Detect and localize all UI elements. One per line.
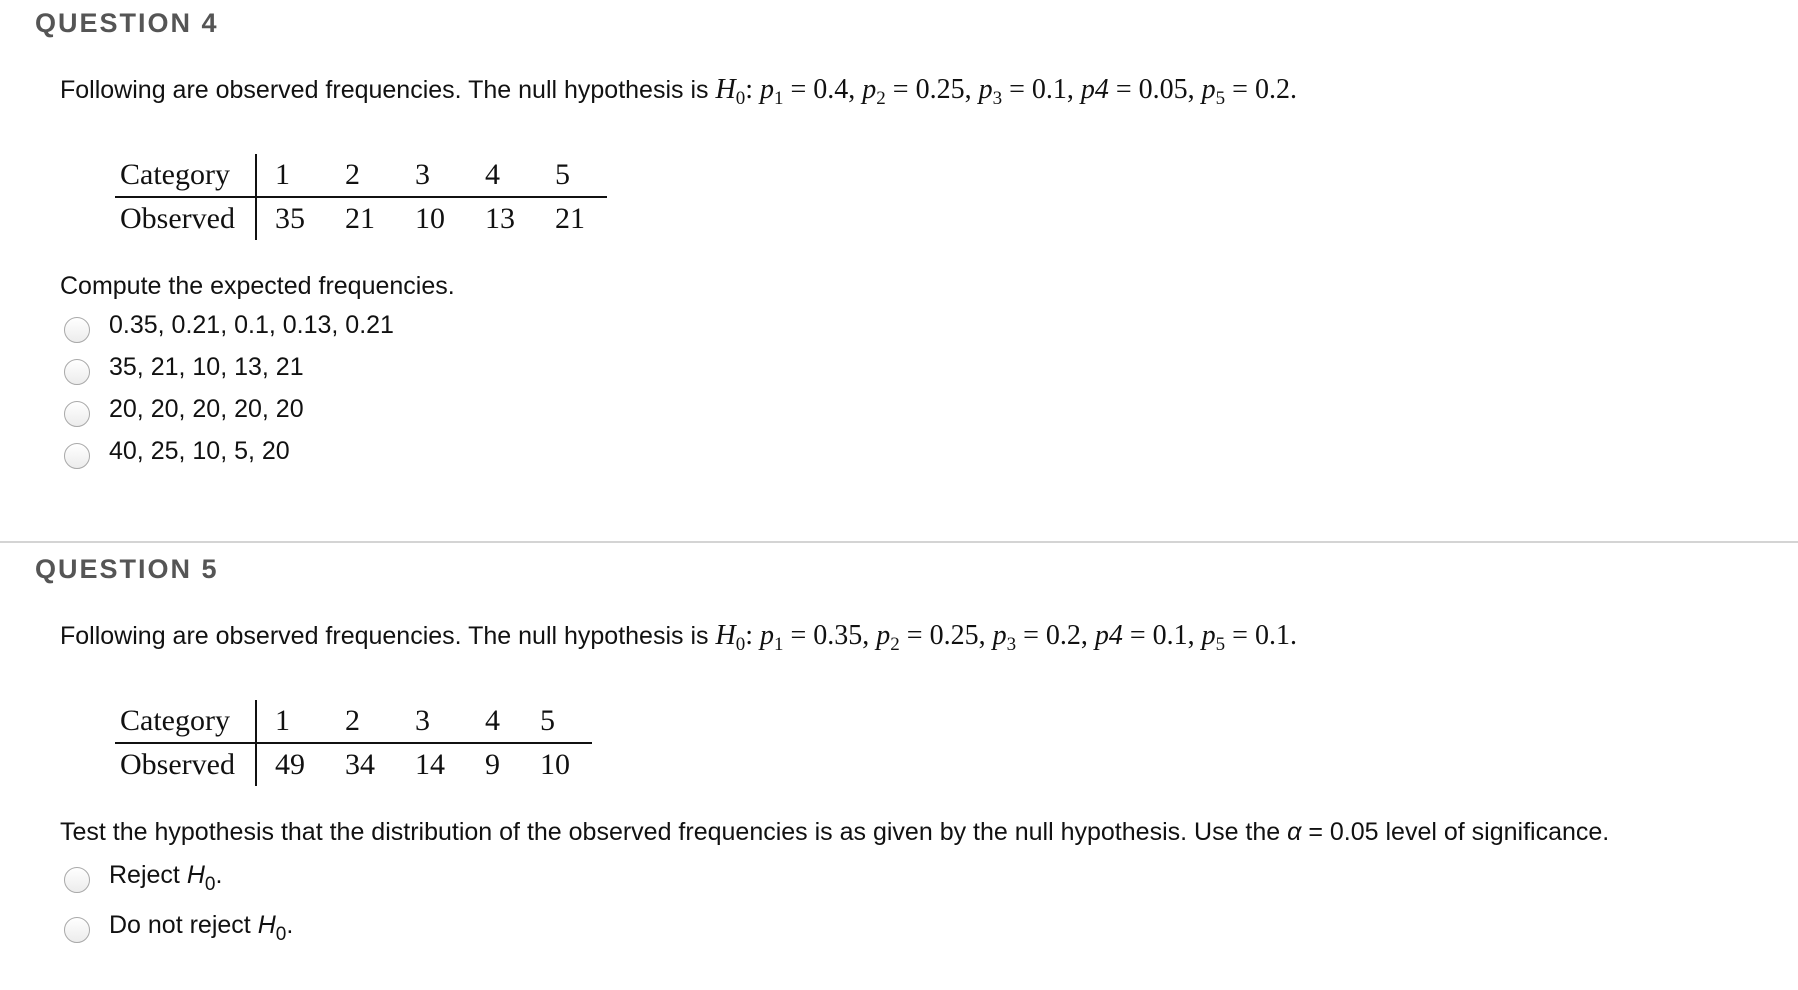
- radio-button[interactable]: [64, 867, 90, 893]
- h-symbol: H: [715, 620, 736, 651]
- observed-cell: 21: [554, 202, 585, 235]
- answer-option-do-not-reject[interactable]: [64, 900, 293, 950]
- task-text: [60, 818, 1609, 847]
- prompt-text: Following are observed frequencies. The null hypothesis is: [60, 622, 709, 650]
- hyp-term: $p_1 = 0.35$,: [759, 620, 870, 655]
- radio-button[interactable]: [64, 317, 90, 343]
- frequency-table: [115, 154, 607, 240]
- radio-button[interactable]: [64, 443, 90, 469]
- answer-option-2[interactable]: [64, 346, 394, 388]
- observed-row: [115, 197, 607, 240]
- category-row: [115, 700, 592, 743]
- question-title: QUESTION 5: [35, 554, 219, 584]
- observed-cell: 13: [484, 202, 515, 235]
- h-subscript: 0: [735, 88, 746, 109]
- option-label: 20, 20, 20, 20, 20: [109, 394, 304, 423]
- row-label: Category: [115, 700, 256, 743]
- observed-cell: 49: [274, 748, 305, 781]
- prompt-text: Following are observed frequencies. The null hypothesis is: [60, 76, 709, 104]
- observed-cell: 9: [484, 748, 500, 781]
- question-prompt: [60, 74, 1297, 109]
- option-label: 0.35, 0.21, 0.1, 0.13, 0.21: [109, 310, 394, 339]
- observed-cell: 10: [539, 748, 570, 781]
- frequency-table: [115, 700, 592, 786]
- hyp-term: p4 = 0.1,: [1094, 620, 1195, 651]
- row-label: Category: [115, 154, 256, 197]
- option-label: Do not reject $H_0$.: [109, 910, 294, 945]
- observed-cell: 21: [344, 202, 375, 235]
- radio-button[interactable]: [64, 917, 90, 943]
- task-main: Test the hypothesis that the distribution of the observed frequencies is as given by the null hypothesis. Use the: [60, 818, 1281, 846]
- answer-option-1[interactable]: [64, 304, 394, 346]
- answer-option-reject[interactable]: [64, 850, 293, 900]
- hyp-term: p4 = 0.05,: [1080, 74, 1195, 105]
- category-cell: 2: [327, 700, 397, 743]
- radio-button[interactable]: [64, 359, 90, 385]
- question-title: QUESTION 4: [35, 8, 219, 38]
- category-cell: 1: [256, 700, 327, 743]
- alpha-symbol: α: [1287, 818, 1302, 846]
- radio-button[interactable]: [64, 401, 90, 427]
- hyp-term: $p_2 = 0.25$,: [876, 620, 986, 655]
- observed-cell: 14: [414, 748, 445, 781]
- option-label: Reject $H_0$.: [109, 860, 223, 895]
- h-subscript: 0: [735, 634, 746, 655]
- hyp-term: $p_5 = 0.2$.: [1201, 74, 1297, 109]
- category-row: [115, 154, 607, 197]
- hyp-term: $p_5 = 0.1$.: [1201, 620, 1297, 655]
- observed-row: [115, 743, 592, 786]
- row-label: Observed: [115, 197, 256, 240]
- observed-cell: 35: [274, 202, 305, 235]
- category-cell: 1: [256, 154, 327, 197]
- option-label: 35, 21, 10, 13, 21: [109, 352, 304, 381]
- task-alpha-rest: = 0.05 level of significance.: [1308, 818, 1610, 846]
- null-hypothesis: $H_0$: $p_1 = 0.4$, $p_2 = 0.25$, $p_3 = 0.1$, p4 = 0.05, $p_5 = 0.2$.: [715, 74, 1297, 109]
- hyp-term: $p_3 = 0.1$,: [978, 74, 1074, 109]
- category-cell: 3: [397, 700, 467, 743]
- answer-options: [64, 850, 293, 950]
- category-cell: 4: [467, 700, 522, 743]
- answer-options: [64, 304, 394, 472]
- row-label: Observed: [115, 743, 256, 786]
- task-text: Compute the expected frequencies.: [60, 272, 455, 300]
- null-hypothesis: $H_0$: $p_1 = 0.35$, $p_2 = 0.25$, $p_3 = 0.2$, p4 = 0.1, $p_5 = 0.1$.: [715, 620, 1297, 655]
- option-label: 40, 25, 10, 5, 20: [109, 436, 290, 465]
- h-symbol: H: [715, 74, 736, 105]
- category-cell: 4: [467, 154, 537, 197]
- question-divider: [0, 541, 1798, 543]
- observed-cell: 10: [414, 202, 445, 235]
- answer-option-4[interactable]: [64, 430, 394, 472]
- observed-cell: 34: [344, 748, 375, 781]
- category-cell: 2: [327, 154, 397, 197]
- answer-option-3[interactable]: [64, 388, 394, 430]
- category-cell: 5: [522, 700, 592, 743]
- hyp-term: $p_3 = 0.2$,: [992, 620, 1088, 655]
- category-cell: 5: [537, 154, 607, 197]
- category-cell: 3: [397, 154, 467, 197]
- hyp-term: $p_1 = 0.4$,: [759, 74, 856, 109]
- hyp-term: $p_2 = 0.25$,: [862, 74, 972, 109]
- question-prompt: [60, 620, 1297, 655]
